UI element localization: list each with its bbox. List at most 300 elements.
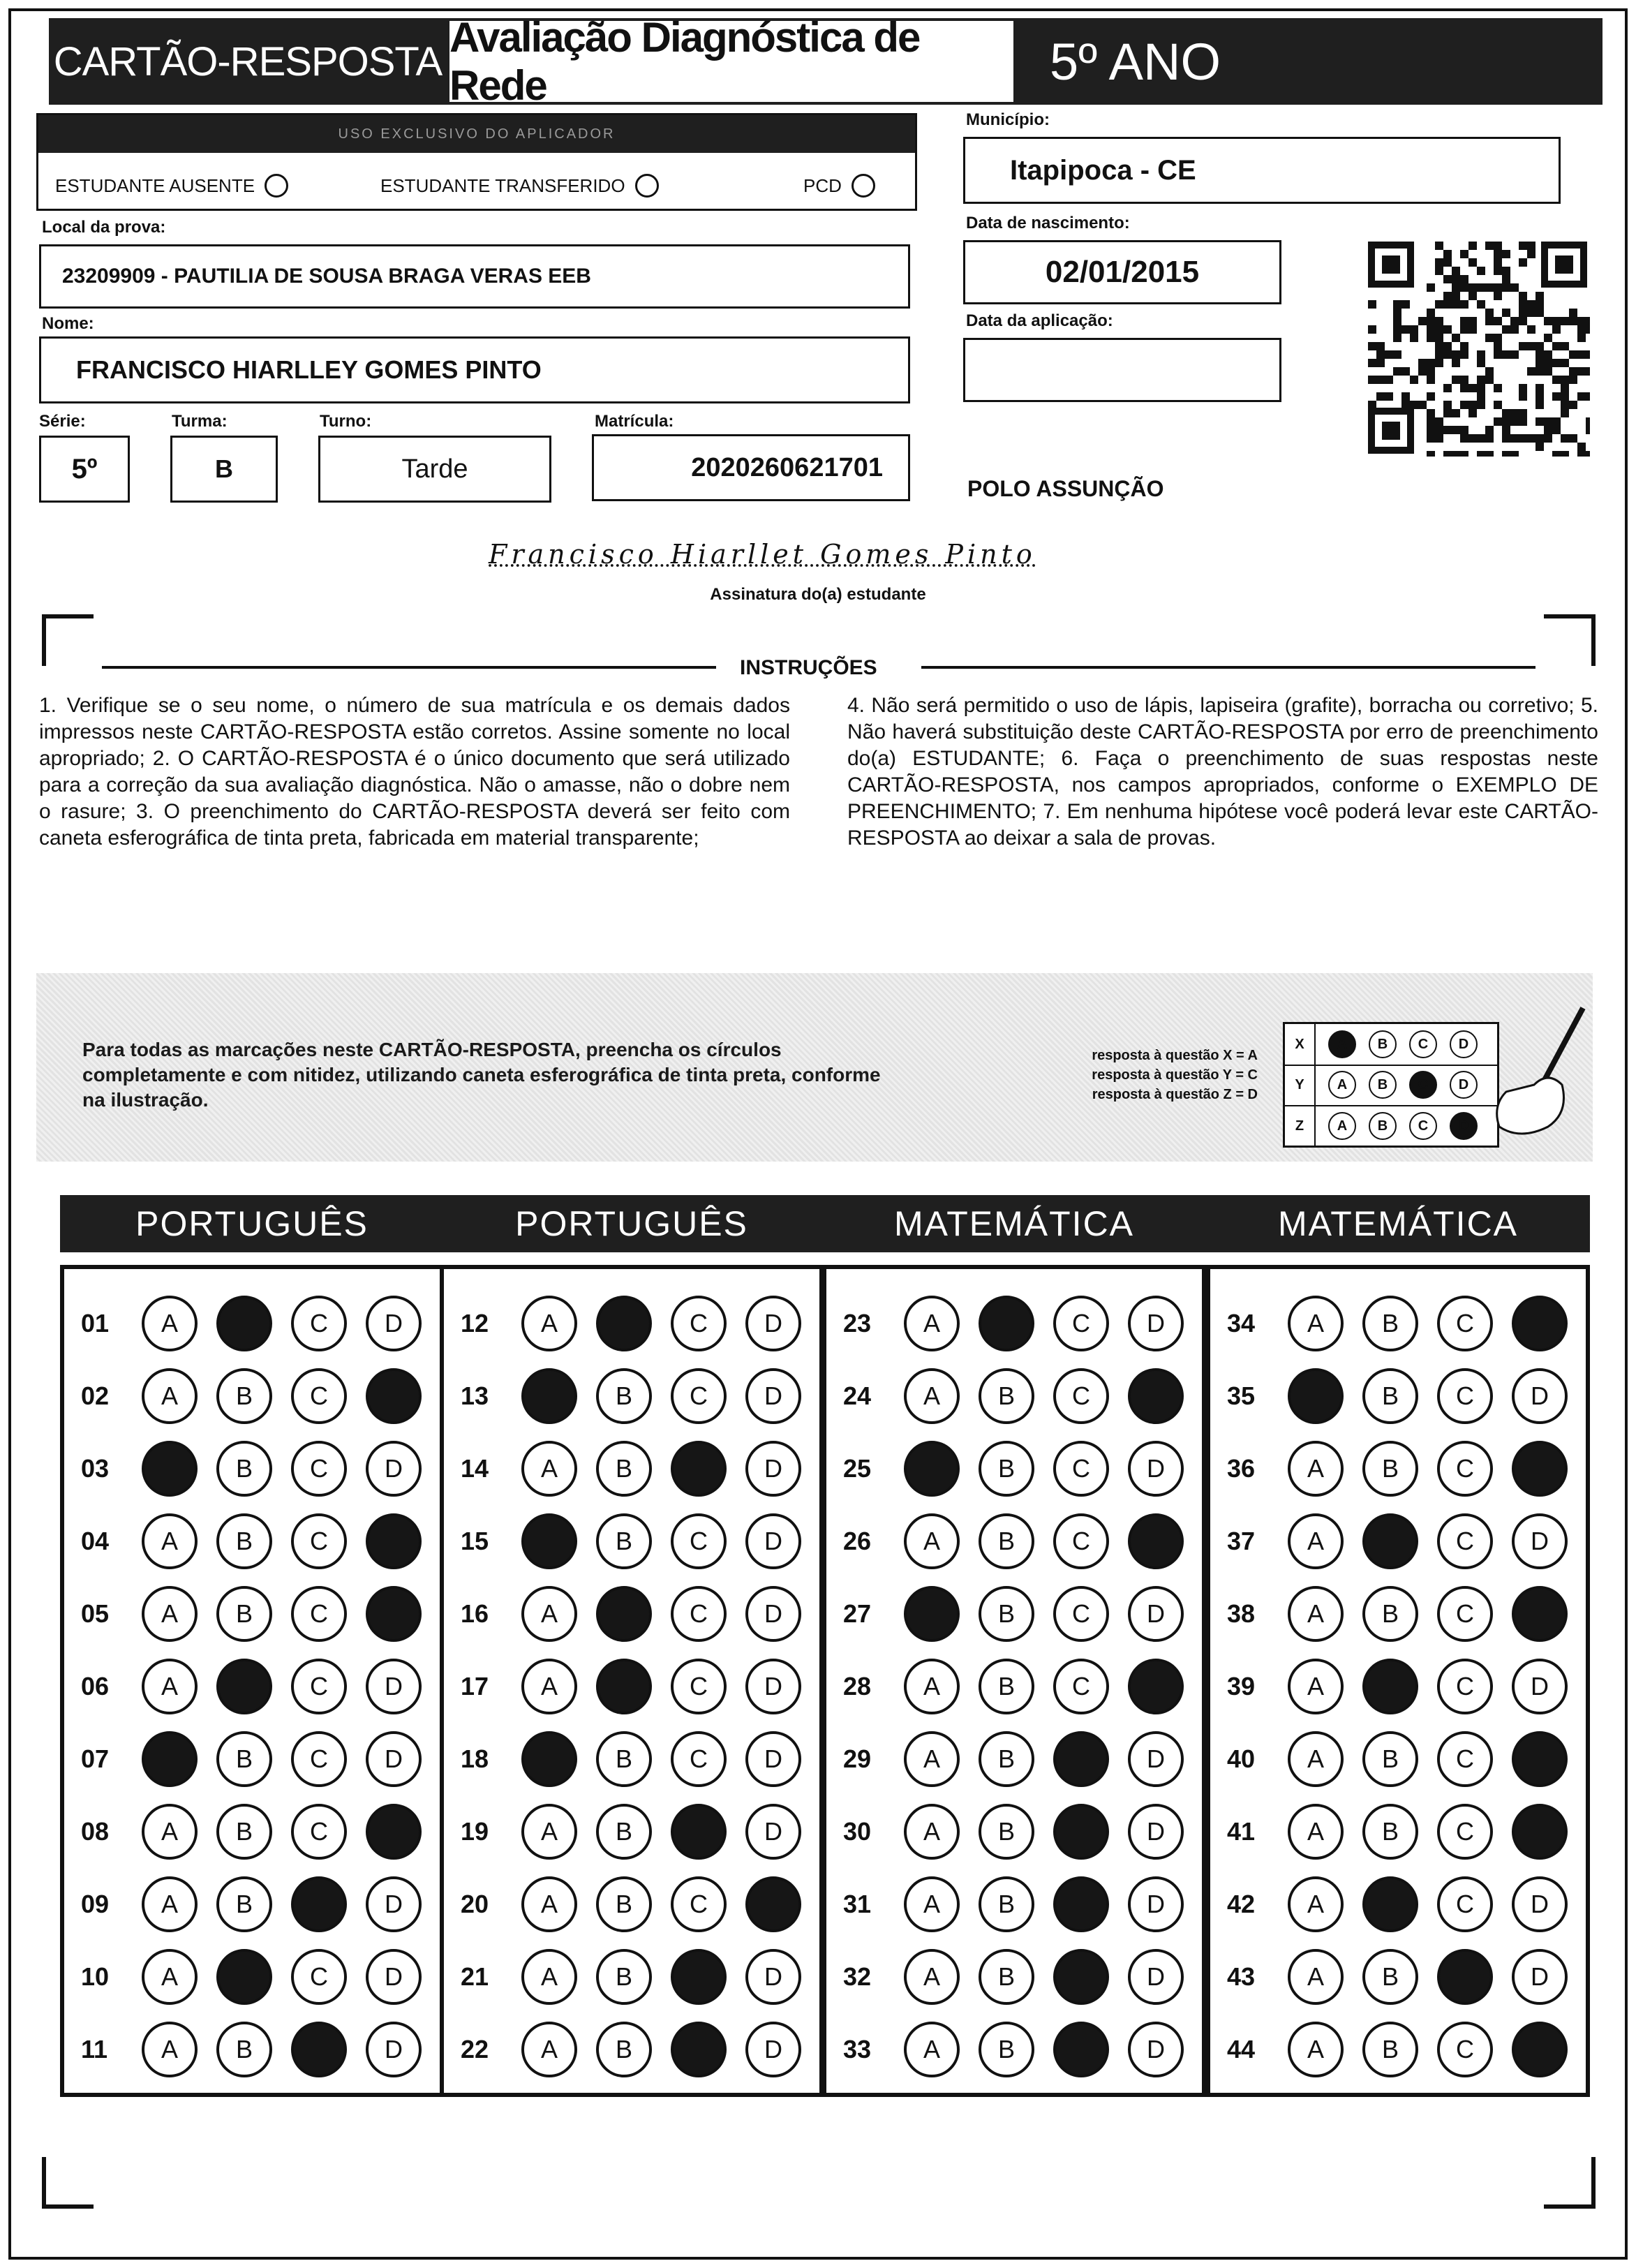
answer-bubble-c[interactable] <box>1053 1731 1109 1787</box>
answer-bubble-b[interactable]: B <box>979 1659 1034 1714</box>
answer-row <box>1227 1439 1568 1498</box>
answer-bubble-d[interactable] <box>1512 1731 1568 1787</box>
answer-bubble-c[interactable]: C <box>291 1731 347 1787</box>
absent-label: ESTUDANTE AUSENTE <box>55 175 255 196</box>
corner-mark-bottom-right <box>1544 2157 1596 2209</box>
answer-bubble-b[interactable]: B <box>979 1949 1034 2005</box>
answer-row <box>461 1439 801 1498</box>
answer-bubble-c[interactable]: C <box>1437 1731 1493 1787</box>
pcd-option[interactable] <box>803 174 875 198</box>
answer-bubble-d[interactable] <box>1128 1513 1184 1569</box>
answer-row <box>461 1875 801 1934</box>
answer-bubble-d[interactable]: D <box>366 1731 422 1787</box>
question-number: 39 <box>1227 1672 1256 1700</box>
answer-bubble-c[interactable]: C <box>671 1586 727 1642</box>
answer-bubble-b[interactable]: B <box>1362 1368 1418 1424</box>
answer-section <box>1206 1265 1590 2097</box>
answer-bubble-b[interactable]: B <box>1362 1949 1418 2005</box>
answer-bubble-d[interactable] <box>1512 1586 1568 1642</box>
answer-bubble-b[interactable]: B <box>216 1586 272 1642</box>
question-number: 19 <box>461 1817 489 1846</box>
answer-bubble-d[interactable]: D <box>1512 1876 1568 1932</box>
answer-row <box>81 1730 422 1788</box>
question-number: 14 <box>461 1454 489 1483</box>
answer-bubble-a[interactable] <box>142 1441 198 1497</box>
question-number: 24 <box>843 1381 872 1410</box>
answer-bubble-d[interactable]: D <box>1128 1949 1184 2005</box>
question-number: 20 <box>461 1890 489 1918</box>
answer-bubble-b[interactable] <box>596 1586 652 1642</box>
turma-value: B <box>215 454 233 483</box>
section-header: MATEMÁTICA <box>822 1195 1206 1252</box>
serie-label: Série: <box>39 412 86 431</box>
question-number: 08 <box>81 1817 110 1846</box>
question-number: 04 <box>81 1527 110 1555</box>
answer-row <box>81 2020 422 2079</box>
answer-bubble-b[interactable] <box>1362 1659 1418 1714</box>
answer-bubble-d[interactable]: D <box>1512 1368 1568 1424</box>
answer-bubble-a[interactable]: A <box>1288 1441 1344 1497</box>
name-label: Nome: <box>42 314 94 333</box>
answer-bubble-d[interactable]: D <box>366 1659 422 1714</box>
question-number: 17 <box>461 1672 489 1700</box>
answer-bubble-c[interactable]: C <box>1053 1586 1109 1642</box>
answer-bubble-d[interactable]: D <box>1128 1804 1184 1860</box>
turno-label: Turno: <box>320 412 372 431</box>
answer-bubble-d[interactable]: D <box>745 1296 801 1351</box>
answer-bubble-b[interactable]: B <box>216 1804 272 1860</box>
answer-bubble-c[interactable]: C <box>671 1731 727 1787</box>
turno-value: Tarde <box>401 454 468 484</box>
example-line-x: resposta à questão X = A <box>1092 1048 1258 1063</box>
answer-row <box>1227 1367 1568 1425</box>
answer-bubble-b[interactable]: B <box>979 1731 1034 1787</box>
answer-bubble-d[interactable]: D <box>366 2022 422 2077</box>
answer-bubble-a[interactable]: A <box>521 1441 577 1497</box>
answer-bubble-d[interactable]: D <box>1128 1296 1184 1351</box>
answer-bubble-b[interactable] <box>979 1296 1034 1351</box>
answer-bubble-a[interactable]: A <box>521 2022 577 2077</box>
answer-bubble-b[interactable]: B <box>1362 1296 1418 1351</box>
answer-row <box>1227 1657 1568 1716</box>
answer-bubble-c[interactable]: C <box>1437 1876 1493 1932</box>
example-row-key: Y <box>1285 1065 1316 1105</box>
answer-bubble-b[interactable]: B <box>596 1876 652 1932</box>
question-number: 42 <box>1227 1890 1256 1918</box>
answer-bubble-a[interactable]: A <box>904 2022 960 2077</box>
answer-bubble-d[interactable]: D <box>1512 1949 1568 2005</box>
answer-bubble-a[interactable]: A <box>521 1804 577 1860</box>
answer-bubble-d[interactable]: D <box>366 1949 422 2005</box>
answer-bubble-d[interactable]: D <box>745 1949 801 2005</box>
answer-bubble-b[interactable] <box>1362 1513 1418 1569</box>
answer-bubble-a[interactable]: A <box>1288 1731 1344 1787</box>
answer-bubble-a[interactable] <box>1288 1368 1344 1424</box>
answer-row <box>461 1730 801 1788</box>
answer-bubble-c[interactable] <box>1053 2022 1109 2077</box>
answer-row <box>461 1367 801 1425</box>
answer-bubble-b[interactable]: B <box>979 1513 1034 1569</box>
question-number: 26 <box>843 1527 872 1555</box>
transferred-circle[interactable] <box>635 174 659 198</box>
card-title: CARTÃO-RESPOSTA <box>49 18 447 105</box>
question-number: 27 <box>843 1599 872 1628</box>
answer-bubble-a[interactable]: A <box>1288 1586 1344 1642</box>
answer-bubble-b[interactable]: B <box>979 1586 1034 1642</box>
corner-mark-top-left <box>42 614 94 666</box>
answer-bubble-b[interactable]: B <box>1362 1441 1418 1497</box>
answer-row <box>1227 1948 1568 2006</box>
answer-row <box>1227 1730 1568 1788</box>
answer-bubble-d[interactable]: D <box>745 1804 801 1860</box>
answer-row <box>1227 2020 1568 2079</box>
answer-bubble-d[interactable] <box>1512 2022 1568 2077</box>
answer-bubble-b[interactable]: B <box>1362 1731 1418 1787</box>
answer-bubble-d[interactable] <box>1512 1296 1568 1351</box>
example-bubble: D <box>1450 1112 1478 1140</box>
answer-bubble-c[interactable]: C <box>1053 1659 1109 1714</box>
answer-bubble-c[interactable]: C <box>1437 1441 1493 1497</box>
answer-bubble-c[interactable]: C <box>291 1513 347 1569</box>
answer-bubble-b[interactable]: B <box>1362 1586 1418 1642</box>
answer-row <box>81 1367 422 1425</box>
answer-bubble-b[interactable]: B <box>979 1876 1034 1932</box>
example-row-key: Z <box>1285 1105 1316 1147</box>
answer-bubble-a[interactable]: A <box>904 1949 960 2005</box>
answer-bubble-d[interactable]: D <box>1128 2022 1184 2077</box>
answer-bubble-c[interactable]: C <box>1053 1441 1109 1497</box>
answer-bubble-b[interactable] <box>596 1659 652 1714</box>
local-field <box>39 244 910 309</box>
answer-bubble-d[interactable]: D <box>1128 1586 1184 1642</box>
question-number: 23 <box>843 1309 872 1337</box>
municipio-label: Município: <box>966 110 1050 129</box>
answer-bubble-d[interactable] <box>1512 1804 1568 1860</box>
answer-row <box>81 1948 422 2006</box>
answer-bubble-b[interactable]: B <box>596 1513 652 1569</box>
answer-row <box>1227 1512 1568 1571</box>
polo-text: POLO ASSUNÇÃO <box>967 476 1164 501</box>
answer-bubble-a[interactable]: A <box>904 1368 960 1424</box>
corner-mark-bottom-left <box>42 2157 94 2209</box>
answer-bubble-a[interactable] <box>521 1731 577 1787</box>
section-header: MATEMÁTICA <box>1206 1195 1590 1252</box>
answer-bubble-a[interactable]: A <box>904 1659 960 1714</box>
example-legend <box>1027 1046 1258 1104</box>
answer-bubble-b[interactable] <box>596 1296 652 1351</box>
question-number: 16 <box>461 1599 489 1628</box>
answer-bubble-b[interactable] <box>216 1949 272 2005</box>
answer-bubble-d[interactable]: D <box>745 1586 801 1642</box>
question-number: 34 <box>1227 1309 1256 1337</box>
answer-bubble-c[interactable] <box>671 1441 727 1497</box>
example-bubble: B <box>1369 1112 1397 1140</box>
matricula-label: Matrícula: <box>595 412 674 431</box>
answer-bubble-c[interactable]: C <box>291 1949 347 2005</box>
answer-bubble-c[interactable]: C <box>671 1368 727 1424</box>
applicator-bar: USO EXCLUSIVO DO APLICADOR <box>38 115 915 153</box>
example-bubble: D <box>1450 1030 1478 1058</box>
answer-bubble-d[interactable]: D <box>745 1659 801 1714</box>
answer-bubble-c[interactable] <box>1053 1949 1109 2005</box>
answer-bubble-a[interactable]: A <box>142 1513 198 1569</box>
answer-bubble-a[interactable]: A <box>1288 1949 1344 2005</box>
birth-field <box>963 240 1281 304</box>
example-row <box>1285 1024 1497 1066</box>
answer-bubble-d[interactable]: D <box>745 1513 801 1569</box>
answer-row <box>843 1657 1184 1716</box>
answer-bubble-a[interactable]: A <box>521 1586 577 1642</box>
corner-mark-top-right <box>1544 614 1596 666</box>
answer-bubble-c[interactable] <box>1053 1876 1109 1932</box>
answer-bubble-a[interactable]: A <box>1288 1876 1344 1932</box>
answer-bubble-b[interactable]: B <box>596 1441 652 1497</box>
question-number: 33 <box>843 2035 872 2063</box>
answer-bubble-d[interactable]: D <box>1128 1876 1184 1932</box>
answer-bubble-b[interactable]: B <box>216 1368 272 1424</box>
answer-row <box>1227 1802 1568 1861</box>
example-grid <box>1283 1022 1499 1148</box>
answer-section <box>440 1265 824 2097</box>
example-row <box>1285 1065 1497 1106</box>
name-value: FRANCISCO HIARLLEY GOMES PINTO <box>76 355 542 384</box>
example-bubble: B <box>1369 1071 1397 1099</box>
question-number: 25 <box>843 1454 872 1483</box>
answer-bubble-d[interactable]: D <box>366 1441 422 1497</box>
answer-bubble-b[interactable] <box>216 1659 272 1714</box>
instructions-title: INSTRUÇÕES <box>740 656 877 679</box>
question-number: 07 <box>81 1744 110 1773</box>
answer-bubble-d[interactable] <box>366 1513 422 1569</box>
answer-bubble-b[interactable]: B <box>1362 1804 1418 1860</box>
answer-bubble-b[interactable]: B <box>596 1368 652 1424</box>
answer-bubble-d[interactable] <box>366 1804 422 1860</box>
example-bubble: B <box>1369 1030 1397 1058</box>
absent-circle[interactable] <box>265 174 288 198</box>
answer-bubble-b[interactable]: B <box>216 2022 272 2077</box>
answer-bubble-d[interactable]: D <box>366 1876 422 1932</box>
answer-bubble-c[interactable]: C <box>291 1296 347 1351</box>
answer-bubble-c[interactable]: C <box>671 1659 727 1714</box>
answer-bubble-a[interactable]: A <box>142 1659 198 1714</box>
answer-row <box>843 1802 1184 1861</box>
answer-bubble-b[interactable]: B <box>216 1876 272 1932</box>
answer-bubble-a[interactable]: A <box>142 1876 198 1932</box>
turma-field <box>170 436 278 503</box>
example-bubble: D <box>1450 1071 1478 1099</box>
answer-bubble-d[interactable] <box>366 1586 422 1642</box>
answer-bubble-c[interactable]: C <box>1437 1659 1493 1714</box>
transferred-option[interactable] <box>380 174 659 198</box>
question-number: 03 <box>81 1454 110 1483</box>
example-row-key: X <box>1285 1024 1316 1065</box>
answer-row <box>461 1657 801 1716</box>
answer-bubble-c[interactable]: C <box>1437 1513 1493 1569</box>
answer-row <box>1227 1875 1568 1934</box>
applicator-box <box>36 113 917 211</box>
answer-bubble-d[interactable] <box>1512 1441 1568 1497</box>
question-number: 28 <box>843 1672 872 1700</box>
answer-bubble-b[interactable] <box>1362 1876 1418 1932</box>
answer-bubble-a[interactable]: A <box>142 1949 198 2005</box>
answer-bubble-a[interactable]: A <box>1288 2022 1344 2077</box>
answer-row <box>1227 1294 1568 1353</box>
answer-bubble-a[interactable]: A <box>1288 1659 1344 1714</box>
answer-bubble-c[interactable]: C <box>1437 1368 1493 1424</box>
answer-bubble-a[interactable] <box>904 1441 960 1497</box>
answer-bubble-a[interactable]: A <box>904 1731 960 1787</box>
answer-bubble-a[interactable]: A <box>1288 1804 1344 1860</box>
answer-bubble-a[interactable] <box>142 1731 198 1787</box>
pen-hand-illustration <box>1485 1001 1590 1141</box>
handwritten-signature: Francisco Hiarllet Gomes Pinto <box>489 539 1036 570</box>
serie-value: 5º <box>71 453 98 484</box>
qr-code <box>1365 239 1590 457</box>
question-number: 43 <box>1227 1962 1256 1991</box>
answer-bubble-a[interactable]: A <box>142 1296 198 1351</box>
answer-bubble-d[interactable]: D <box>366 1296 422 1351</box>
answer-bubble-c[interactable]: C <box>291 1804 347 1860</box>
example-bubble: A <box>1328 1112 1356 1140</box>
answer-row <box>81 1657 422 1716</box>
answer-bubble-b[interactable]: B <box>596 1949 652 2005</box>
answer-row <box>461 2020 801 2079</box>
answer-bubble-b[interactable]: B <box>596 1731 652 1787</box>
answer-bubble-d[interactable] <box>1128 1368 1184 1424</box>
answer-bubble-c[interactable]: C <box>671 1296 727 1351</box>
answer-bubble-c[interactable]: C <box>1437 1586 1493 1642</box>
answer-bubble-d[interactable] <box>366 1368 422 1424</box>
answer-bubble-c[interactable]: C <box>1053 1368 1109 1424</box>
answer-bubble-b[interactable]: B <box>596 2022 652 2077</box>
answer-bubble-b[interactable]: B <box>979 1368 1034 1424</box>
name-field <box>39 336 910 403</box>
answer-bubble-c[interactable] <box>671 2022 727 2077</box>
answer-bubble-c[interactable]: C <box>1437 1804 1493 1860</box>
municipio-field <box>963 137 1561 204</box>
signature-label: Assinatura do(a) estudante <box>710 585 926 604</box>
answer-bubble-a[interactable] <box>904 1586 960 1642</box>
evaluation-title: Avaliação Diagnóstica de Rede <box>447 18 1016 105</box>
answer-bubble-b[interactable]: B <box>216 1441 272 1497</box>
answer-bubble-a[interactable]: A <box>142 1804 198 1860</box>
answer-bubble-c[interactable]: C <box>671 1513 727 1569</box>
answer-bubble-a[interactable] <box>521 1368 577 1424</box>
answer-bubble-d[interactable]: D <box>745 1368 801 1424</box>
answer-bubble-c[interactable]: C <box>671 1876 727 1932</box>
grade-title: 5º ANO <box>1016 18 1602 105</box>
answer-bubble-a[interactable]: A <box>1288 1513 1344 1569</box>
answer-bubble-a[interactable]: A <box>904 1876 960 1932</box>
serie-field <box>39 436 130 503</box>
answer-row <box>843 1585 1184 1643</box>
instructions-rule-right <box>921 666 1535 669</box>
pcd-circle[interactable] <box>852 174 875 198</box>
answer-bubble-c[interactable] <box>1053 1804 1109 1860</box>
answer-bubble-c[interactable]: C <box>1053 1513 1109 1569</box>
birth-value: 02/01/2015 <box>1045 255 1200 289</box>
answer-bubble-c[interactable] <box>671 1949 727 2005</box>
answer-bubble-c[interactable]: C <box>291 1368 347 1424</box>
birth-label: Data de nascimento: <box>966 214 1130 232</box>
answer-bubble-a[interactable]: A <box>521 1876 577 1932</box>
example-bubble: C <box>1409 1112 1437 1140</box>
answer-bubble-d[interactable]: D <box>745 1731 801 1787</box>
question-number: 13 <box>461 1381 489 1410</box>
answer-row <box>461 1512 801 1571</box>
answer-bubble-d[interactable]: D <box>745 1441 801 1497</box>
turma-label: Turma: <box>172 412 228 431</box>
answer-bubble-d[interactable]: D <box>1512 1659 1568 1714</box>
answer-bubble-b[interactable] <box>216 1296 272 1351</box>
answer-bubble-d[interactable] <box>1128 1659 1184 1714</box>
answer-bubble-d[interactable] <box>745 1876 801 1932</box>
answer-bubble-d[interactable]: D <box>1128 1441 1184 1497</box>
answer-bubble-c[interactable] <box>671 1804 727 1860</box>
answer-bubble-b[interactable]: B <box>1362 2022 1418 2077</box>
answer-row <box>81 1875 422 1934</box>
answer-bubble-c[interactable]: C <box>291 1659 347 1714</box>
answer-bubble-c[interactable]: C <box>291 1441 347 1497</box>
pcd-label: PCD <box>803 175 842 196</box>
question-number: 30 <box>843 1817 872 1846</box>
example-text: Para todas as marcações neste CARTÃO-RESPOSTA, preencha os círculos completamente e com nitidez, utilizando caneta esferográfica de tinta preta, conforme na ilustração. <box>82 1039 881 1111</box>
answer-bubble-d[interactable]: D <box>1512 1513 1568 1569</box>
example-bubble: C <box>1409 1071 1437 1099</box>
answer-bubble-c[interactable] <box>1437 1949 1493 2005</box>
answer-bubble-c[interactable]: C <box>1437 1296 1493 1351</box>
answer-bubble-a[interactable]: A <box>521 1659 577 1714</box>
answer-row <box>843 1512 1184 1571</box>
instructions-left: 1. Verifique se o seu nome, o número de sua matrícula e os demais dados impressos neste CARTÃO-RESPOSTA estão corretos. Assine somente no local apropriado; 2. O CARTÃO-RESPOSTA é o único documento que será utilizado para a correção da sua avaliação diagnóstica. Não o amasse, não o dobre nem o rasure; 3. O preenchimento do CARTÃO-RESPOSTA deverá ser feito com caneta esferográfica de tinta preta, fabricada em material transparente; <box>39 694 790 850</box>
absent-option[interactable] <box>55 174 288 198</box>
answer-bubble-a[interactable] <box>521 1513 577 1569</box>
answer-bubble-b[interactable]: B <box>979 2022 1034 2077</box>
answer-row <box>843 1439 1184 1498</box>
answer-bubble-a[interactable]: A <box>521 1296 577 1351</box>
answer-bubble-a[interactable]: A <box>521 1949 577 2005</box>
answer-bubble-c[interactable] <box>291 2022 347 2077</box>
answer-bubble-c[interactable] <box>291 1876 347 1932</box>
answer-bubble-c[interactable]: C <box>291 1586 347 1642</box>
answer-bubble-b[interactable]: B <box>216 1513 272 1569</box>
question-number: 15 <box>461 1527 489 1555</box>
local-value: 23209909 - PAUTILIA DE SOUSA BRAGA VERAS EEB <box>62 265 591 288</box>
answer-bubble-a[interactable]: A <box>904 1513 960 1569</box>
answer-bubble-a[interactable]: A <box>142 1368 198 1424</box>
answer-bubble-a[interactable]: A <box>1288 1296 1344 1351</box>
answer-bubble-a[interactable]: A <box>142 1586 198 1642</box>
question-number: 05 <box>81 1599 110 1628</box>
answer-bubble-d[interactable]: D <box>745 2022 801 2077</box>
answer-bubble-a[interactable]: A <box>904 1296 960 1351</box>
question-number: 22 <box>461 2035 489 2063</box>
answer-bubble-b[interactable]: B <box>216 1731 272 1787</box>
answer-bubble-a[interactable]: A <box>142 2022 198 2077</box>
answer-bubble-a[interactable]: A <box>904 1804 960 1860</box>
local-label: Local da prova: <box>42 218 166 237</box>
answer-row <box>843 1730 1184 1788</box>
answer-bubble-b[interactable]: B <box>596 1804 652 1860</box>
answer-bubble-c[interactable]: C <box>1053 1296 1109 1351</box>
answer-bubble-b[interactable]: B <box>979 1804 1034 1860</box>
answer-bubble-c[interactable]: C <box>1437 2022 1493 2077</box>
question-number: 31 <box>843 1890 872 1918</box>
answer-row <box>81 1512 422 1571</box>
answer-bubble-b[interactable]: B <box>979 1441 1034 1497</box>
instructions-right: 4. Não será permitido o uso de lápis, lapiseira (grafite), borracha ou corretivo; 5. Não haverá substituição deste CARTÃO-RESPOSTA por erro de preenchimento do(a) ESTUDANTE; 6. Faça o preenchimento de suas respostas neste CARTÃO-RESPOSTA, nos campos apropriados, conforme o EXEMPLO DE PREENCHIMENTO; 7. Em nenhuma hipótese você poderá levar este CARTÃO-RESPOSTA ao deixar a sala de provas. <box>847 694 1598 850</box>
answer-bubble-d[interactable]: D <box>1128 1731 1184 1787</box>
